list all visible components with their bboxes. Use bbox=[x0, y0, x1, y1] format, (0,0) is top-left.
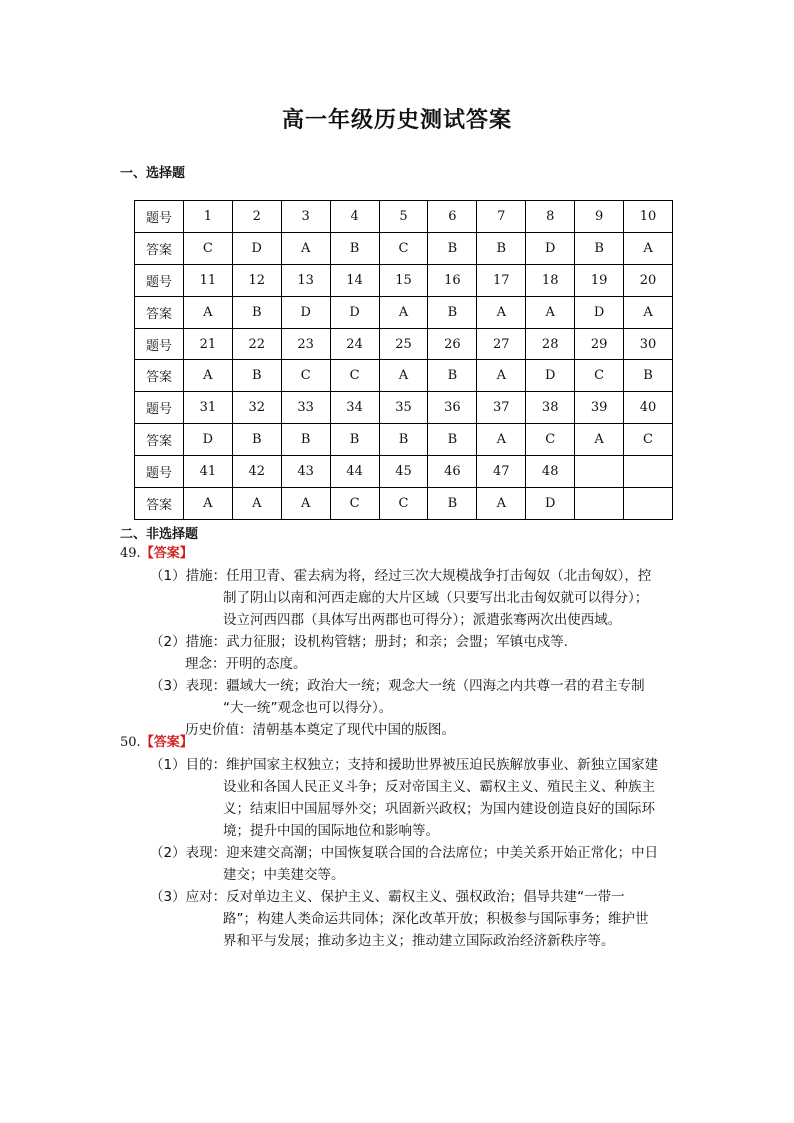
answer-line bbox=[185, 652, 307, 672]
table-cell: 46 bbox=[428, 456, 477, 488]
table-cell: B bbox=[477, 232, 526, 264]
table-cell: B bbox=[232, 360, 281, 392]
part-label: 理念： bbox=[185, 656, 226, 672]
table-cell: B bbox=[281, 424, 330, 456]
answer-line: 义；结束旧中国屈辱外交；巩固新兴政权；为国内建设创造良好的国际环 bbox=[223, 801, 655, 817]
table-cell: A bbox=[624, 296, 673, 328]
table-cell: B bbox=[428, 488, 477, 520]
table-cell: B bbox=[575, 232, 624, 264]
table-cell: 38 bbox=[526, 392, 575, 424]
table-cell: 13 bbox=[281, 264, 330, 296]
question-50-header bbox=[120, 731, 193, 750]
table-cell: B bbox=[330, 232, 379, 264]
answer-line bbox=[150, 630, 568, 650]
table-cell: D bbox=[575, 296, 624, 328]
table-cell: A bbox=[477, 424, 526, 456]
table-cell: A bbox=[575, 424, 624, 456]
table-cell: 10 bbox=[624, 201, 673, 233]
table-cell: B bbox=[428, 424, 477, 456]
answer-line bbox=[150, 841, 658, 861]
table-cell: 23 bbox=[281, 328, 330, 360]
part-label: （1）目的： bbox=[150, 757, 227, 773]
table-cell: 21 bbox=[183, 328, 232, 360]
table-cell: A bbox=[281, 488, 330, 520]
table-cell: B bbox=[330, 424, 379, 456]
table-cell: A bbox=[624, 232, 673, 264]
table-cell: B bbox=[232, 296, 281, 328]
row-label-cell: 题号 bbox=[135, 456, 184, 488]
table-cell: 33 bbox=[281, 392, 330, 424]
table-row bbox=[135, 456, 673, 488]
answer-text: 疆域大一统；政治大一统；观念大一统（四海之内共尊一君的君主专制 bbox=[226, 678, 645, 694]
table-row bbox=[135, 360, 673, 392]
table-cell: 45 bbox=[379, 456, 428, 488]
table-cell: 1 bbox=[183, 201, 232, 233]
table-cell: 15 bbox=[379, 264, 428, 296]
table-cell: 42 bbox=[232, 456, 281, 488]
question-49-header bbox=[120, 542, 193, 561]
table-cell: B bbox=[624, 360, 673, 392]
table-cell bbox=[624, 456, 673, 488]
table-cell: 47 bbox=[477, 456, 526, 488]
table-cell: 30 bbox=[624, 328, 673, 360]
table-cell: B bbox=[379, 424, 428, 456]
table-cell: A bbox=[183, 360, 232, 392]
answer-tag: 【答案】 bbox=[140, 546, 193, 561]
question-number: 49. bbox=[120, 546, 141, 561]
table-cell: A bbox=[183, 296, 232, 328]
part-label: （2）措施： bbox=[150, 634, 227, 650]
answer-line: “大一统”观念也可以得分）。 bbox=[223, 700, 393, 716]
table-cell: D bbox=[183, 424, 232, 456]
part-label: （3）表现： bbox=[150, 678, 227, 694]
answer-text: 反对单边主义、保护主义、霸权主义、强权政治；倡导共建“一带一 bbox=[226, 889, 625, 905]
part-label: （1）措施： bbox=[150, 568, 227, 584]
part-label: （3）应对： bbox=[150, 889, 227, 905]
table-cell: 20 bbox=[624, 264, 673, 296]
table-cell: 3 bbox=[281, 201, 330, 233]
table-cell: B bbox=[428, 232, 477, 264]
table-cell: 32 bbox=[232, 392, 281, 424]
table-cell: A bbox=[477, 488, 526, 520]
table-cell: D bbox=[281, 296, 330, 328]
table-cell: D bbox=[232, 232, 281, 264]
table-cell: A bbox=[281, 232, 330, 264]
table-row bbox=[135, 424, 673, 456]
answer-line bbox=[150, 885, 625, 905]
table-cell bbox=[575, 488, 624, 520]
row-label-cell: 答案 bbox=[135, 488, 184, 520]
table-cell: 36 bbox=[428, 392, 477, 424]
answer-text: 清朝基本奠定了现代中国的版图。 bbox=[252, 722, 455, 738]
answer-line bbox=[150, 674, 645, 694]
table-cell: 16 bbox=[428, 264, 477, 296]
table-cell: C bbox=[330, 360, 379, 392]
table-cell bbox=[575, 456, 624, 488]
table-cell: C bbox=[379, 232, 428, 264]
table-cell: 28 bbox=[526, 328, 575, 360]
answer-table bbox=[134, 200, 673, 520]
table-row bbox=[135, 328, 673, 360]
table-row bbox=[135, 488, 673, 520]
answer-line bbox=[185, 718, 455, 738]
answer-text: 任用卫青、霍去病为将，经过三次大规模战争打击匈奴（北击匈奴），控 bbox=[226, 568, 652, 584]
table-cell: 44 bbox=[330, 456, 379, 488]
table-cell: A bbox=[232, 488, 281, 520]
answer-line: 境；提升中国的国际地位和影响等。 bbox=[223, 823, 439, 839]
table-cell: B bbox=[428, 360, 477, 392]
table-cell: 12 bbox=[232, 264, 281, 296]
table-cell: 35 bbox=[379, 392, 428, 424]
table-cell: 2 bbox=[232, 201, 281, 233]
answer-line: 设业和各国人民正义斗争；反对帝国主义、霸权主义、殖民主义、种族主 bbox=[223, 779, 655, 795]
answer-text: 维护国家主权独立；支持和援助世界被压迫民族解放事业、新独立国家建 bbox=[226, 757, 659, 773]
answer-line: 路”；构建人类命运共同体；深化改革开放；积极参与国际事务；维护世 bbox=[223, 911, 649, 927]
table-row bbox=[135, 296, 673, 328]
row-label-cell: 答案 bbox=[135, 424, 184, 456]
question-number: 50. bbox=[120, 735, 141, 750]
table-cell: 29 bbox=[575, 328, 624, 360]
table-row bbox=[135, 201, 673, 233]
table-cell: C bbox=[526, 424, 575, 456]
table-cell: B bbox=[232, 424, 281, 456]
table-cell: 40 bbox=[624, 392, 673, 424]
table-cell: 26 bbox=[428, 328, 477, 360]
table-cell: B bbox=[428, 296, 477, 328]
table-cell: 43 bbox=[281, 456, 330, 488]
table-cell: A bbox=[526, 296, 575, 328]
row-label-cell: 答案 bbox=[135, 232, 184, 264]
row-label-cell: 题号 bbox=[135, 264, 184, 296]
table-cell: A bbox=[477, 296, 526, 328]
table-cell: 41 bbox=[183, 456, 232, 488]
table-cell: 9 bbox=[575, 201, 624, 233]
answer-tag: 【答案】 bbox=[140, 735, 193, 750]
table-cell: 4 bbox=[330, 201, 379, 233]
table-cell: 14 bbox=[330, 264, 379, 296]
table-cell: 31 bbox=[183, 392, 232, 424]
table-cell: D bbox=[526, 488, 575, 520]
table-cell: A bbox=[379, 360, 428, 392]
table-cell: 24 bbox=[330, 328, 379, 360]
table-cell: 37 bbox=[477, 392, 526, 424]
page-title: 高一年级历史测试答案 bbox=[281, 107, 512, 133]
section-heading-non-multiple-choice: 二、非选择题 bbox=[120, 527, 199, 542]
table-cell: 34 bbox=[330, 392, 379, 424]
row-label-cell: 答案 bbox=[135, 296, 184, 328]
row-label-cell: 答案 bbox=[135, 360, 184, 392]
answer-line: 建交；中美建交等。 bbox=[223, 867, 345, 883]
answer-line: 界和平与发展；推动多边主义；推动建立国际政治经济新秩序等。 bbox=[223, 933, 615, 949]
table-cell bbox=[624, 488, 673, 520]
row-label-cell: 题号 bbox=[135, 201, 184, 233]
answer-text: 迎来建交高潮；中国恢复联合国的合法席位；中美关系开始正常化；中日 bbox=[226, 845, 659, 861]
table-cell: 25 bbox=[379, 328, 428, 360]
table-cell: A bbox=[477, 360, 526, 392]
table-cell: 48 bbox=[526, 456, 575, 488]
row-label-cell: 题号 bbox=[135, 392, 184, 424]
table-cell: 11 bbox=[183, 264, 232, 296]
table-row bbox=[135, 392, 673, 424]
table-cell: 19 bbox=[575, 264, 624, 296]
answer-line: 制了阴山以南和河西走廊的大片区域（只要写出北击匈奴就可以得分）； bbox=[223, 590, 649, 606]
table-cell: 39 bbox=[575, 392, 624, 424]
table-cell: D bbox=[526, 232, 575, 264]
answer-text: 开明的态度。 bbox=[225, 656, 307, 672]
table-row bbox=[135, 232, 673, 264]
table-cell: 17 bbox=[477, 264, 526, 296]
table-cell: 6 bbox=[428, 201, 477, 233]
table-cell: 7 bbox=[477, 201, 526, 233]
table-cell: C bbox=[183, 232, 232, 264]
table-cell: A bbox=[183, 488, 232, 520]
answer-line bbox=[150, 753, 658, 773]
table-cell: C bbox=[624, 424, 673, 456]
table-cell: 18 bbox=[526, 264, 575, 296]
table-cell: 22 bbox=[232, 328, 281, 360]
row-label-cell: 题号 bbox=[135, 328, 184, 360]
part-label: （2）表现： bbox=[150, 845, 227, 861]
table-cell: C bbox=[330, 488, 379, 520]
table-row bbox=[135, 264, 673, 296]
table-cell: A bbox=[379, 296, 428, 328]
table-cell: D bbox=[330, 296, 379, 328]
table-cell: C bbox=[379, 488, 428, 520]
section-heading-multiple-choice: 一、选择题 bbox=[120, 166, 186, 181]
table-cell: C bbox=[281, 360, 330, 392]
table-cell: 5 bbox=[379, 201, 428, 233]
answer-line bbox=[150, 564, 651, 584]
table-cell: C bbox=[575, 360, 624, 392]
answer-line: 设立河西四郡（具体写出两郡也可得分）；派遣张骞两次出使西域。 bbox=[223, 612, 622, 628]
part-label: 历史价值： bbox=[185, 722, 253, 738]
table-cell: D bbox=[526, 360, 575, 392]
answer-text: 武力征服；设机构管辖；册封；和亲；会盟；军镇屯戍等. bbox=[226, 634, 568, 650]
table-cell: 8 bbox=[526, 201, 575, 233]
table-cell: 27 bbox=[477, 328, 526, 360]
